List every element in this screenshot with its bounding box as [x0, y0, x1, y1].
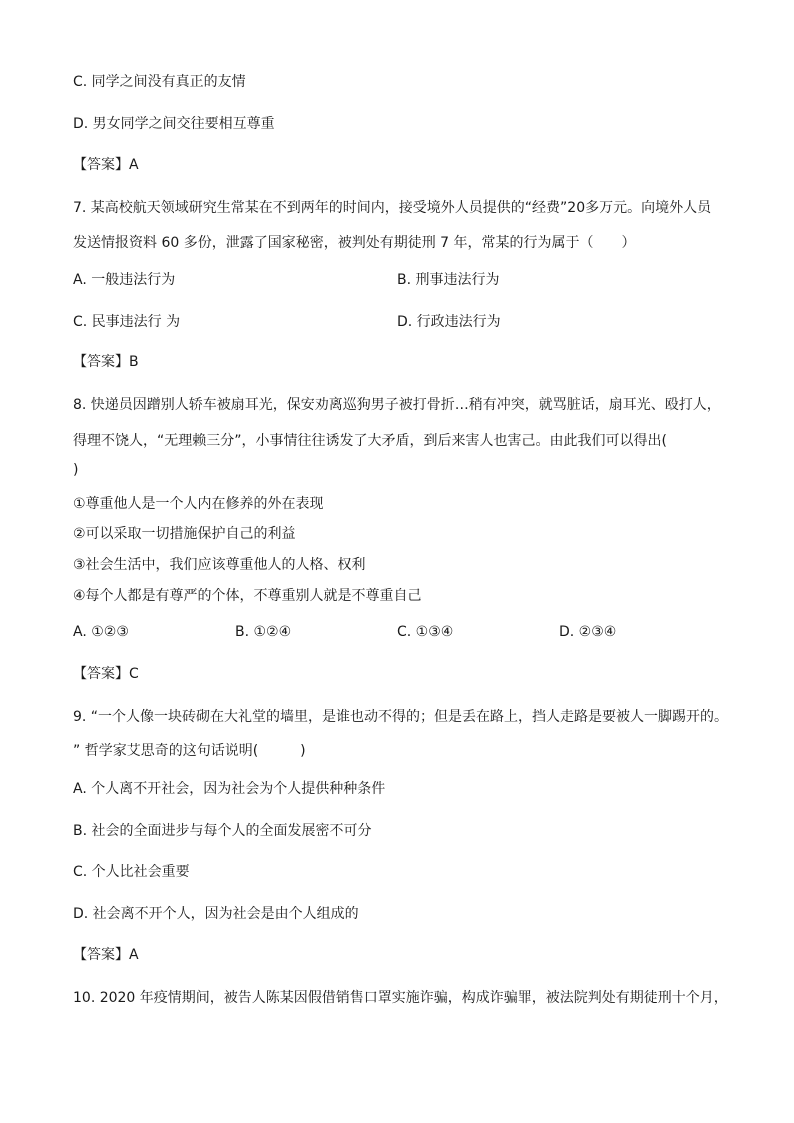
- answer-label: 【答案】: [73, 666, 129, 682]
- q8-stem-line3: ): [73, 462, 79, 478]
- answer-value: A: [129, 157, 139, 173]
- q8-option-b: B. ①②④: [235, 624, 292, 640]
- q7-option-c: C. 民事违法行 为: [73, 314, 181, 330]
- q9-stem-line2: ” 哲学家艾思奇的这句话说明( ): [73, 743, 306, 759]
- q9-stem-line1: 9. “一个人像一块砖砌在大礼堂的墙里，是谁也动不得的；但是丢在路上，挡人走路是要被人一脚踢开的。: [73, 709, 729, 725]
- q6-option-d: D. 男女同学之间交往要相互尊重: [73, 116, 275, 132]
- q8-stem-line2: 得理不饶人，“无理赖三分”，小事情往往诱发了大矛盾，到后来害人也害己。由此我们可以得出(: [73, 433, 667, 449]
- answer-label: 【答案】: [73, 354, 129, 370]
- q7-stem-line2: 发送情报资料 60 多份，泄露了国家秘密，被判处有期徒刑 7 年，常某的行为属于（ ）: [73, 235, 636, 251]
- q8-option-a: A. ①②③: [73, 624, 129, 640]
- q7-option-b: B. 刑事违法行为: [397, 272, 500, 288]
- q7-stem-line1: 7. 某高校航天领域研究生常某在不到两年的时间内，接受境外人员提供的“经费”20多万元。向境外人员: [73, 200, 712, 216]
- answer-value: B: [129, 354, 139, 370]
- q7-option-a: A. 一般违法行为: [73, 272, 176, 288]
- q6-option-c: C. 同学之间没有真正的友情: [73, 74, 246, 90]
- q8-statement-3: ③社会生活中，我们应该尊重他人的人格、权利: [73, 557, 366, 573]
- q9-answer: [73, 945, 139, 965]
- q7-answer: [73, 352, 139, 372]
- q8-statement-1: ①尊重他人是一个人内在修养的外在表现: [73, 496, 324, 512]
- answer-value: A: [129, 947, 139, 963]
- q7-option-d: D. 行政违法行为: [397, 314, 501, 330]
- q9-option-b: B. 社会的全面进步与每个人的全面发展密不可分: [73, 823, 372, 839]
- q8-answer: [73, 664, 139, 684]
- q6-answer: [73, 155, 139, 175]
- q9-option-a: A. 个人离不开社会，因为社会为个人提供种种条件: [73, 781, 386, 797]
- q8-option-c: C. ①③④: [397, 624, 454, 640]
- q8-option-d: D. ②③④: [559, 624, 617, 640]
- q8-statement-2: ②可以采取一切措施保护自己的利益: [73, 526, 296, 542]
- answer-value: C: [129, 666, 139, 682]
- answer-label: 【答案】: [73, 947, 129, 963]
- q10-stem-line1: 10. 2020 年疫情期间，被告人陈某因假借销售口罩实施诈骗，构成诈骗罪，被法院判处有期徒刑十个月，: [73, 990, 728, 1006]
- q9-option-d: D. 社会离不开个人，因为社会是由个人组成的: [73, 906, 359, 922]
- q8-stem-line1: 8. 快递员因蹭别人轿车被扇耳光，保安劝离巡狗男子被打骨折…稍有冲突，就骂脏话，扇耳光、殴打人，: [73, 397, 721, 413]
- answer-label: 【答案】: [73, 157, 129, 173]
- q9-option-c: C. 个人比社会重要: [73, 864, 190, 880]
- q8-statement-4: ④每个人都是有尊严的个体，不尊重别人就是不尊重自己: [73, 588, 422, 604]
